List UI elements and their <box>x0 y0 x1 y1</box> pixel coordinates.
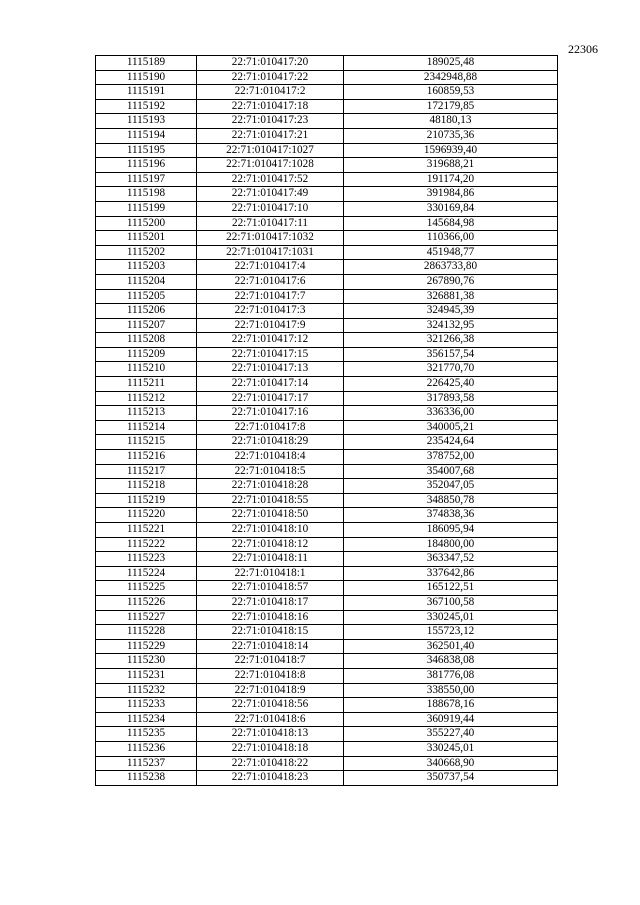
table-row <box>96 260 558 275</box>
table-row <box>96 172 558 187</box>
record-number-cell: 1115194 <box>96 128 197 143</box>
record-number-cell: 1115198 <box>96 187 197 202</box>
cadastral-number-cell: 22:71:010418:6 <box>197 712 344 727</box>
table-row <box>96 201 558 216</box>
record-number-cell: 1115221 <box>96 523 197 538</box>
table-row <box>96 712 558 727</box>
cadastral-number-cell: 22:71:010417:1027 <box>197 143 344 158</box>
record-number-cell: 1115191 <box>96 85 197 100</box>
record-number-cell: 1115215 <box>96 435 197 450</box>
table-row <box>96 566 558 581</box>
record-number-cell: 1115233 <box>96 698 197 713</box>
cadastral-number-cell: 22:71:010417:1031 <box>197 245 344 260</box>
record-number-cell: 1115222 <box>96 537 197 552</box>
cadastral-value-cell: 321266,38 <box>344 333 558 348</box>
table-row <box>96 377 558 392</box>
cadastral-number-cell: 22:71:010417:22 <box>197 70 344 85</box>
cadastral-number-cell: 22:71:010417:16 <box>197 406 344 421</box>
table-row <box>96 420 558 435</box>
cadastral-number-cell: 22:71:010417:9 <box>197 318 344 333</box>
cadastral-value-table <box>95 55 558 786</box>
cadastral-number-cell: 22:71:010418:17 <box>197 595 344 610</box>
cadastral-value-cell: 330245,01 <box>344 741 558 756</box>
table-row <box>96 85 558 100</box>
cadastral-number-cell: 22:71:010418:14 <box>197 639 344 654</box>
cadastral-value-cell: 172179,85 <box>344 99 558 114</box>
table-row <box>96 274 558 289</box>
cadastral-number-cell: 22:71:010418:23 <box>197 771 344 786</box>
record-number-cell: 1115210 <box>96 362 197 377</box>
record-number-cell: 1115206 <box>96 304 197 319</box>
table-row <box>96 625 558 640</box>
cadastral-value-cell: 330169,84 <box>344 201 558 216</box>
cadastral-value-cell: 348850,78 <box>344 493 558 508</box>
cadastral-number-cell: 22:71:010418:18 <box>197 741 344 756</box>
cadastral-number-cell: 22:71:010417:1028 <box>197 158 344 173</box>
table-row <box>96 654 558 669</box>
cadastral-value-cell: 324132,95 <box>344 318 558 333</box>
table-row <box>96 56 558 71</box>
cadastral-number-cell: 22:71:010417:14 <box>197 377 344 392</box>
cadastral-value-cell: 189025,48 <box>344 56 558 71</box>
cadastral-number-cell: 22:71:010417:49 <box>197 187 344 202</box>
cadastral-number-cell: 22:71:010418:55 <box>197 493 344 508</box>
record-number-cell: 1115235 <box>96 727 197 742</box>
cadastral-value-cell: 188678,16 <box>344 698 558 713</box>
table-row <box>96 727 558 742</box>
table-row <box>96 187 558 202</box>
record-number-cell: 1115236 <box>96 741 197 756</box>
table-row <box>96 537 558 552</box>
record-number-cell: 1115200 <box>96 216 197 231</box>
cadastral-value-cell: 191174,20 <box>344 172 558 187</box>
record-number-cell: 1115213 <box>96 406 197 421</box>
cadastral-value-cell: 360919,44 <box>344 712 558 727</box>
record-number-cell: 1115229 <box>96 639 197 654</box>
table-row <box>96 581 558 596</box>
record-number-cell: 1115223 <box>96 552 197 567</box>
cadastral-value-cell: 367100,58 <box>344 595 558 610</box>
cadastral-value-cell: 160859,53 <box>344 85 558 100</box>
table-row <box>96 158 558 173</box>
record-number-cell: 1115238 <box>96 771 197 786</box>
record-number-cell: 1115204 <box>96 274 197 289</box>
table-row <box>96 289 558 304</box>
cadastral-value-cell: 338550,00 <box>344 683 558 698</box>
cadastral-value-cell: 355227,40 <box>344 727 558 742</box>
record-number-cell: 1115232 <box>96 683 197 698</box>
cadastral-value-cell: 110366,00 <box>344 231 558 246</box>
cadastral-number-cell: 22:71:010418:11 <box>197 552 344 567</box>
cadastral-value-cell: 267890,76 <box>344 274 558 289</box>
cadastral-value-cell: 235424,64 <box>344 435 558 450</box>
cadastral-number-cell: 22:71:010417:4 <box>197 260 344 275</box>
table-row <box>96 128 558 143</box>
cadastral-number-cell: 22:71:010418:8 <box>197 668 344 683</box>
record-number-cell: 1115225 <box>96 581 197 596</box>
cadastral-value-cell: 324945,39 <box>344 304 558 319</box>
record-number-cell: 1115237 <box>96 756 197 771</box>
table-row <box>96 741 558 756</box>
cadastral-value-cell: 321770,70 <box>344 362 558 377</box>
record-number-cell: 1115234 <box>96 712 197 727</box>
record-number-cell: 1115197 <box>96 172 197 187</box>
cadastral-number-cell: 22:71:010418:10 <box>197 523 344 538</box>
cadastral-value-cell: 184800,00 <box>344 537 558 552</box>
cadastral-value-cell: 326881,38 <box>344 289 558 304</box>
record-number-cell: 1115231 <box>96 668 197 683</box>
record-number-cell: 1115214 <box>96 420 197 435</box>
table-row <box>96 493 558 508</box>
record-number-cell: 1115228 <box>96 625 197 640</box>
cadastral-number-cell: 22:71:010418:15 <box>197 625 344 640</box>
cadastral-number-cell: 22:71:010418:29 <box>197 435 344 450</box>
table-row <box>96 464 558 479</box>
cadastral-number-cell: 22:71:010418:22 <box>197 756 344 771</box>
record-number-cell: 1115218 <box>96 479 197 494</box>
record-number-cell: 1115217 <box>96 464 197 479</box>
cadastral-value-cell: 319688,21 <box>344 158 558 173</box>
table-row <box>96 362 558 377</box>
cadastral-value-cell: 340668,90 <box>344 756 558 771</box>
table-row <box>96 508 558 523</box>
table-row <box>96 114 558 129</box>
record-number-cell: 1115196 <box>96 158 197 173</box>
cadastral-number-cell: 22:71:010417:15 <box>197 347 344 362</box>
record-number-cell: 1115224 <box>96 566 197 581</box>
record-number-cell: 1115208 <box>96 333 197 348</box>
record-number-cell: 1115190 <box>96 70 197 85</box>
table-row <box>96 70 558 85</box>
cadastral-value-cell: 336336,00 <box>344 406 558 421</box>
table-row <box>96 216 558 231</box>
table-row <box>96 610 558 625</box>
record-number-cell: 1115192 <box>96 99 197 114</box>
cadastral-number-cell: 22:71:010417:12 <box>197 333 344 348</box>
record-number-cell: 1115202 <box>96 245 197 260</box>
cadastral-number-cell: 22:71:010418:9 <box>197 683 344 698</box>
cadastral-value-cell: 378752,00 <box>344 450 558 465</box>
cadastral-value-cell: 374838,36 <box>344 508 558 523</box>
cadastral-number-cell: 22:71:010417:8 <box>197 420 344 435</box>
table-row <box>96 756 558 771</box>
cadastral-value-cell: 48180,13 <box>344 114 558 129</box>
record-number-cell: 1115230 <box>96 654 197 669</box>
cadastral-number-cell: 22:71:010417:7 <box>197 289 344 304</box>
table-row <box>96 683 558 698</box>
table-row <box>96 639 558 654</box>
page-number: 22306 <box>568 42 598 56</box>
cadastral-value-cell: 330245,01 <box>344 610 558 625</box>
cadastral-value-cell: 346838,08 <box>344 654 558 669</box>
table-row <box>96 99 558 114</box>
cadastral-value-cell: 337642,86 <box>344 566 558 581</box>
record-number-cell: 1115209 <box>96 347 197 362</box>
cadastral-value-cell: 2342948,88 <box>344 70 558 85</box>
table-row <box>96 771 558 786</box>
cadastral-value-cell: 210735,36 <box>344 128 558 143</box>
cadastral-value-cell: 340005,21 <box>344 420 558 435</box>
record-number-cell: 1115226 <box>96 595 197 610</box>
record-number-cell: 1115195 <box>96 143 197 158</box>
record-number-cell: 1115199 <box>96 201 197 216</box>
cadastral-number-cell: 22:71:010417:10 <box>197 201 344 216</box>
table-row <box>96 318 558 333</box>
cadastral-number-cell: 22:71:010418:28 <box>197 479 344 494</box>
cadastral-value-cell: 317893,58 <box>344 391 558 406</box>
record-number-cell: 1115212 <box>96 391 197 406</box>
record-number-cell: 1115227 <box>96 610 197 625</box>
cadastral-number-cell: 22:71:010417:52 <box>197 172 344 187</box>
cadastral-value-cell: 362501,40 <box>344 639 558 654</box>
cadastral-number-cell: 22:71:010418:57 <box>197 581 344 596</box>
cadastral-value-cell: 165122,51 <box>344 581 558 596</box>
cadastral-number-cell: 22:71:010418:13 <box>197 727 344 742</box>
record-number-cell: 1115193 <box>96 114 197 129</box>
table-row <box>96 435 558 450</box>
cadastral-value-cell: 363347,52 <box>344 552 558 567</box>
cadastral-number-cell: 22:71:010417:2 <box>197 85 344 100</box>
cadastral-number-cell: 22:71:010417:13 <box>197 362 344 377</box>
cadastral-number-cell: 22:71:010418:50 <box>197 508 344 523</box>
cadastral-value-cell: 391984,86 <box>344 187 558 202</box>
cadastral-number-cell: 22:71:010418:7 <box>197 654 344 669</box>
cadastral-number-cell: 22:71:010417:17 <box>197 391 344 406</box>
table-row <box>96 406 558 421</box>
cadastral-number-cell: 22:71:010417:20 <box>197 56 344 71</box>
cadastral-number-cell: 22:71:010417:6 <box>197 274 344 289</box>
cadastral-number-cell: 22:71:010418:5 <box>197 464 344 479</box>
record-number-cell: 1115211 <box>96 377 197 392</box>
table-row <box>96 245 558 260</box>
cadastral-number-cell: 22:71:010417:18 <box>197 99 344 114</box>
cadastral-value-cell: 352047,05 <box>344 479 558 494</box>
cadastral-value-cell: 451948,77 <box>344 245 558 260</box>
cadastral-value-cell: 145684,98 <box>344 216 558 231</box>
cadastral-number-cell: 22:71:010417:1032 <box>197 231 344 246</box>
table-row <box>96 479 558 494</box>
cadastral-value-cell: 1596939,40 <box>344 143 558 158</box>
cadastral-value-cell: 155723,12 <box>344 625 558 640</box>
record-number-cell: 1115201 <box>96 231 197 246</box>
record-number-cell: 1115189 <box>96 56 197 71</box>
table-row <box>96 143 558 158</box>
cadastral-number-cell: 22:71:010417:3 <box>197 304 344 319</box>
cadastral-number-cell: 22:71:010418:12 <box>197 537 344 552</box>
cadastral-value-cell: 2863733,80 <box>344 260 558 275</box>
table-row <box>96 347 558 362</box>
record-number-cell: 1115216 <box>96 450 197 465</box>
cadastral-number-cell: 22:71:010418:56 <box>197 698 344 713</box>
table-row <box>96 698 558 713</box>
record-number-cell: 1115203 <box>96 260 197 275</box>
cadastral-value-cell: 186095,94 <box>344 523 558 538</box>
cadastral-number-cell: 22:71:010417:23 <box>197 114 344 129</box>
record-number-cell: 1115219 <box>96 493 197 508</box>
cadastral-value-cell: 226425,40 <box>344 377 558 392</box>
cadastral-number-cell: 22:71:010417:11 <box>197 216 344 231</box>
cadastral-number-cell: 22:71:010418:16 <box>197 610 344 625</box>
table-row <box>96 552 558 567</box>
table-body <box>96 56 558 786</box>
cadastral-value-cell: 350737,54 <box>344 771 558 786</box>
table-row <box>96 668 558 683</box>
record-number-cell: 1115220 <box>96 508 197 523</box>
table-row <box>96 231 558 246</box>
table-row <box>96 595 558 610</box>
record-number-cell: 1115207 <box>96 318 197 333</box>
cadastral-number-cell: 22:71:010418:1 <box>197 566 344 581</box>
cadastral-number-cell: 22:71:010418:4 <box>197 450 344 465</box>
cadastral-number-cell: 22:71:010417:21 <box>197 128 344 143</box>
table-row <box>96 304 558 319</box>
cadastral-value-cell: 381776,08 <box>344 668 558 683</box>
table-row <box>96 333 558 348</box>
table-row <box>96 523 558 538</box>
record-number-cell: 1115205 <box>96 289 197 304</box>
table-row <box>96 391 558 406</box>
cadastral-value-cell: 354007,68 <box>344 464 558 479</box>
table-row <box>96 450 558 465</box>
cadastral-value-cell: 356157,54 <box>344 347 558 362</box>
